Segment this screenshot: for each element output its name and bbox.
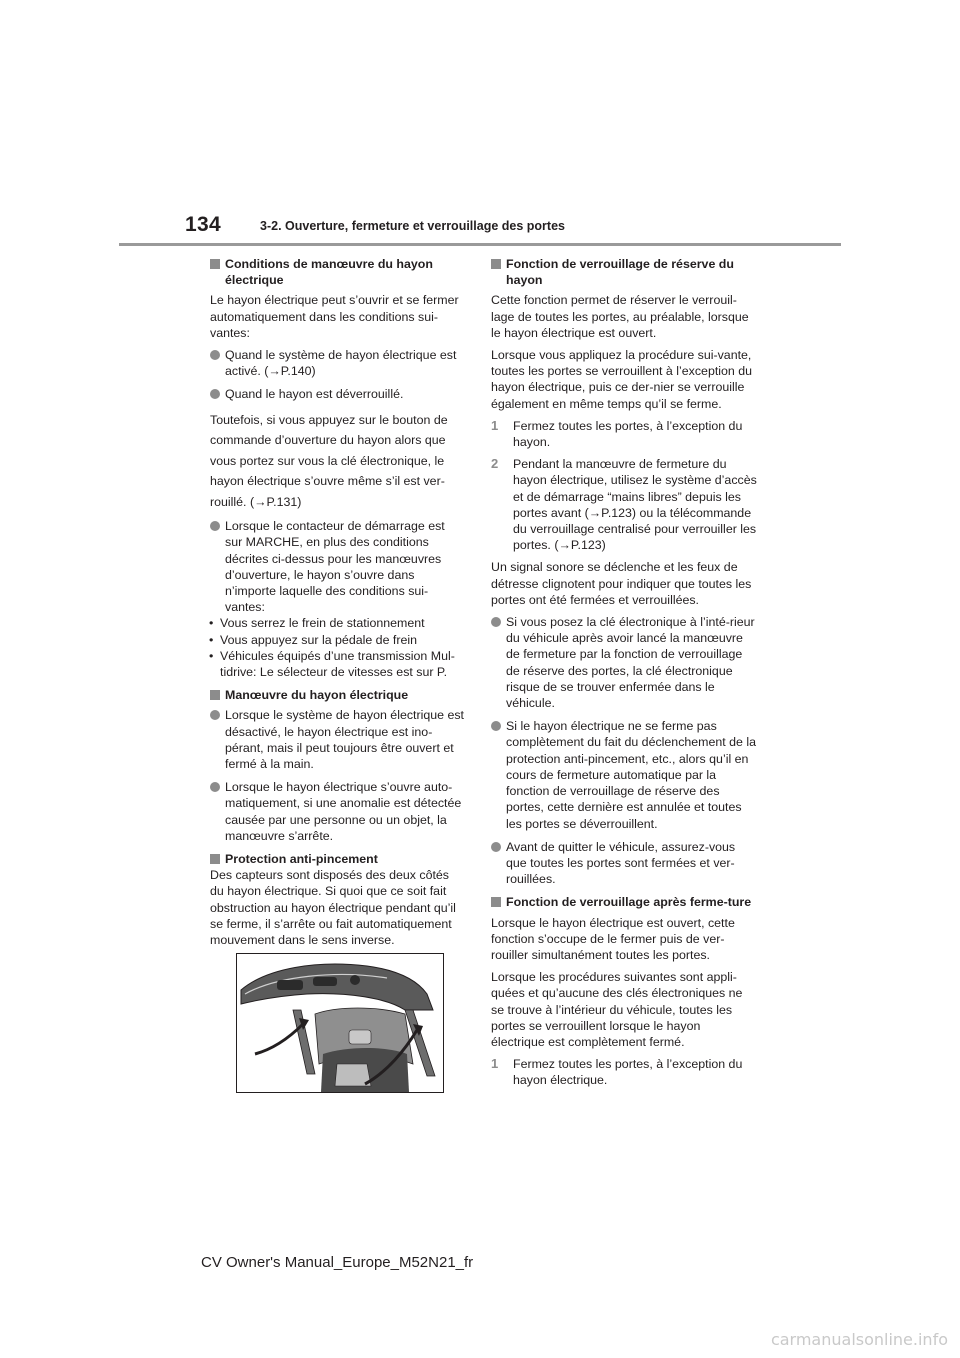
round-bullet-icon — [210, 521, 220, 531]
header-divider — [119, 243, 841, 246]
round-bullet-icon — [210, 782, 220, 792]
sub-list-item: • Véhicules équipés d’une transmission Mul-tidrive: Le sélecteur de vitesses est sur P. — [209, 648, 455, 679]
round-bullet-icon — [491, 617, 501, 627]
bullet-item: Avant de quitter le véhicule, assurez-vous que toutes les portes sont fermées et ver-rouillées. — [491, 839, 757, 888]
round-bullet-icon — [210, 350, 220, 360]
sub-list-item: • Vous serrez le frein de stationnement — [209, 616, 425, 631]
heading-power-tailgate-operation: Manœuvre du hayon électrique — [210, 687, 465, 703]
paragraph: Le hayon électrique peut s’ouvrir et se fermer automatiquement dans les conditions sui-vantes: — [210, 293, 459, 340]
bullet-item: Lorsque le hayon électrique s’ouvre auto-matiquement, si une anomalie est détectée causée par une personne ou un objet, la manœuvre s’arrête. — [210, 779, 465, 844]
manual-footer: CV Owner's Manual_Europe_M52N21_fr — [201, 1254, 474, 1271]
step-number: 2 — [491, 456, 499, 472]
square-bullet-icon — [210, 690, 220, 700]
square-bullet-icon — [491, 897, 501, 907]
square-bullet-icon — [210, 854, 220, 864]
sub-list — [210, 615, 465, 680]
procedure-step: 2 Pendant la manœuvre de fermeture du hayon électrique, utilisez le système d’accès et de démarrage “mains libres” depuis les portes avant (→P.123) ou la télécommande du verrouillage centralisé pour verrouiller les portes. (→P.123) — [491, 456, 757, 553]
step-number: 1 — [491, 1056, 499, 1072]
paragraph: Cette fonction permet de réserver le verrouil-lage de toutes les portes, au préalable, lorsque le hayon électrique est ouvert. — [491, 293, 749, 340]
right-column — [491, 256, 757, 1095]
paragraph: Un signal sonore se déclenche et les feux de détresse clignotent pour indiquer que toutes les portes ont été fermées et verrouillées. — [491, 560, 752, 607]
procedure-step: 1 Fermez toutes les portes, à l’exception du hayon. — [491, 417, 743, 450]
bullet-item: Si vous posez la clé électronique à l’inté-rieur du véhicule après avoir lancé la manœuvre de fermeture par la fonction de verrouillage de réserve des portes, la clé électronique risque de se trouver enfermée dans le véhicule. — [491, 614, 757, 711]
paragraph: Lorsque vous appliquez la procédure sui-vante, toutes les portes se verrouillent à l’exception du hayon électrique, puis ce der-nier se verrouille également en même temps qu’il se ferme. — [491, 348, 753, 411]
paragraph: Lorsque les procédures suivantes sont appli-quées et qu’aucune des clés électroniques ne se trouve à l’intérieur du véhicule, toutes les portes se verrouillent lorsque le hayon électrique est complètement fermé. — [491, 970, 743, 1049]
bullet-item: Quand le système de hayon électrique est activé. (→P.140) — [210, 347, 465, 379]
tailgate-illustration-svg — [237, 954, 443, 1092]
paragraph: Des capteurs sont disposés des deux côtés du hayon électrique. Si quoi que ce soit fait obstruction au hayon électrique pendant qu’il se ferme, il s’arrête ou fait automatiquement mouvement dans le sens inverse. — [210, 868, 456, 947]
sub-list-item: • Vous appuyez sur la pédale de frein — [209, 632, 418, 647]
round-bullet-icon — [491, 721, 501, 731]
page-number: 134 — [185, 213, 221, 236]
bullet-item: Lorsque le contacteur de démarrage est sur MARCHE, en plus des conditions décrites ci-dessus pour les manœuvres d’ouverture, le hayon s’ouvre dans n’importe laquelle des conditions sui-vantes: — [210, 518, 465, 615]
paragraph: Toutefois, si vous appuyez sur le bouton de commande d’ouverture du hayon alors que vous portez sur vous la clé électronique, le hayon électrique s’ouvre même s’il est ver-rouillé. (→P.131) — [210, 412, 448, 509]
round-bullet-icon — [210, 710, 220, 720]
watermark: carmanualsonline.info — [770, 1330, 948, 1349]
round-bullet-icon — [491, 842, 501, 852]
left-column — [210, 256, 465, 954]
bullet-item: Si le hayon électrique ne se ferme pas complètement du fait du déclenchement de la protection anti-pincement, etc., alors qu’il en cours de fermeture automatique par la fonction de verrouillage de réserve des portes, cette dernière est annulée et toutes les portes se déverrouillent. — [491, 718, 757, 831]
square-bullet-icon — [210, 259, 220, 269]
heading-jam-protection: Protection anti-pincement — [210, 851, 465, 867]
paragraph: Lorsque le hayon électrique est ouvert, cette fonction s’occupe de le fermer puis de ver-rouiller simultanément toutes les portes. — [491, 915, 735, 962]
procedure-step: 1 Fermez toutes les portes, à l’exception du hayon électrique. — [491, 1056, 743, 1088]
round-bullet-icon — [210, 389, 220, 399]
bullet-item: Lorsque le système de hayon électrique est désactivé, le hayon électrique est ino-pérant, mais il peut toujours être ouvert et fermé à la main. — [210, 707, 465, 772]
tailgate-sensors-illustration — [236, 953, 444, 1093]
bullet-item: Quand le hayon est déverrouillé. — [210, 386, 465, 402]
square-bullet-icon — [491, 259, 501, 269]
page-header — [0, 0, 960, 250]
section-title: 3-2. Ouverture, fermeture et verrouillage des portes — [260, 219, 565, 233]
heading-lock-after-close: Fonction de verrouillage après ferme-ture — [491, 894, 757, 910]
step-number: 1 — [491, 417, 499, 433]
heading-power-tailgate-conditions: Conditions de manœuvre du hayon électrique — [210, 256, 465, 288]
heading-reserve-lock: Fonction de verrouillage de réserve du hayon — [491, 256, 757, 288]
